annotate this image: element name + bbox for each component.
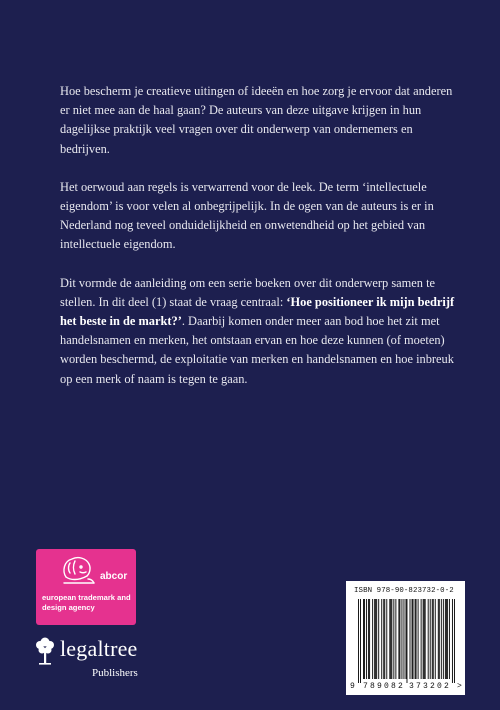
barcode-digits-right: 373202: [409, 682, 452, 691]
publisher-name: legaltree: [60, 636, 138, 661]
barcode-digits-left: 789082: [363, 682, 406, 691]
blurb-p3-after: . Daarbij komen onder meer aan bod hoe het zit met handelsnamen en merken, het ontstaan ervan en hoe deze kunnen (of moeten) worden beschermd, de exploitatie van merken en handelsnamen en hoe inbreuk op een merk of naam is tegen te gaan.: [60, 314, 454, 386]
back-cover-blurb: [60, 82, 455, 408]
abcor-brand: abcor: [100, 571, 128, 582]
blurb-p3-question: ‘Hoe positioneer ik mijn bedrijf het beste in de markt?’: [60, 294, 455, 329]
abcor-logo: [36, 549, 136, 625]
barcode-digit-first: 9: [350, 682, 355, 691]
tree-icon: [34, 634, 56, 666]
blurb-paragraph-1: Hoe bescherm je creatieve uitingen of ideeën en hoe zorg je ervoor dat anderen er niet mee aan de haal gaan? De auteurs van deze uitgave krijgen in hun dagelijkse praktijk veel vragen over dit onderwerp van ondernemers en bedrijven.: [60, 84, 453, 156]
isbn-label: ISBN 978-90-823732-0-2: [354, 587, 454, 595]
blurb-paragraph-2: Het oerwoud aan regels is verwarrend voor de leek. De term ‘intellectuele eigendom’ is voor velen al onbegrijpelijk. In de ogen van de auteurs is er in Nederland nog teveel onduidelijkheid en onwetendheid op het gebied van intellectuele eigendom.: [60, 179, 434, 252]
barcode-bars: [346, 581, 465, 695]
publisher-logo: [34, 634, 174, 694]
barcode-quiet-mark: >: [457, 682, 462, 691]
publisher-sub: Publishers: [92, 667, 138, 679]
lion-icon: [58, 553, 100, 587]
blurb-paragraph-3: [60, 274, 455, 389]
isbn-barcode: [346, 581, 465, 695]
blurb-p3-before: Dit vormde de aanleiding om een serie boeken over dit onderwerp samen te stellen. In dit deel (1) staat de vraag centraal:: [60, 275, 436, 309]
abcor-tagline: european trademark and design agency: [42, 593, 131, 612]
